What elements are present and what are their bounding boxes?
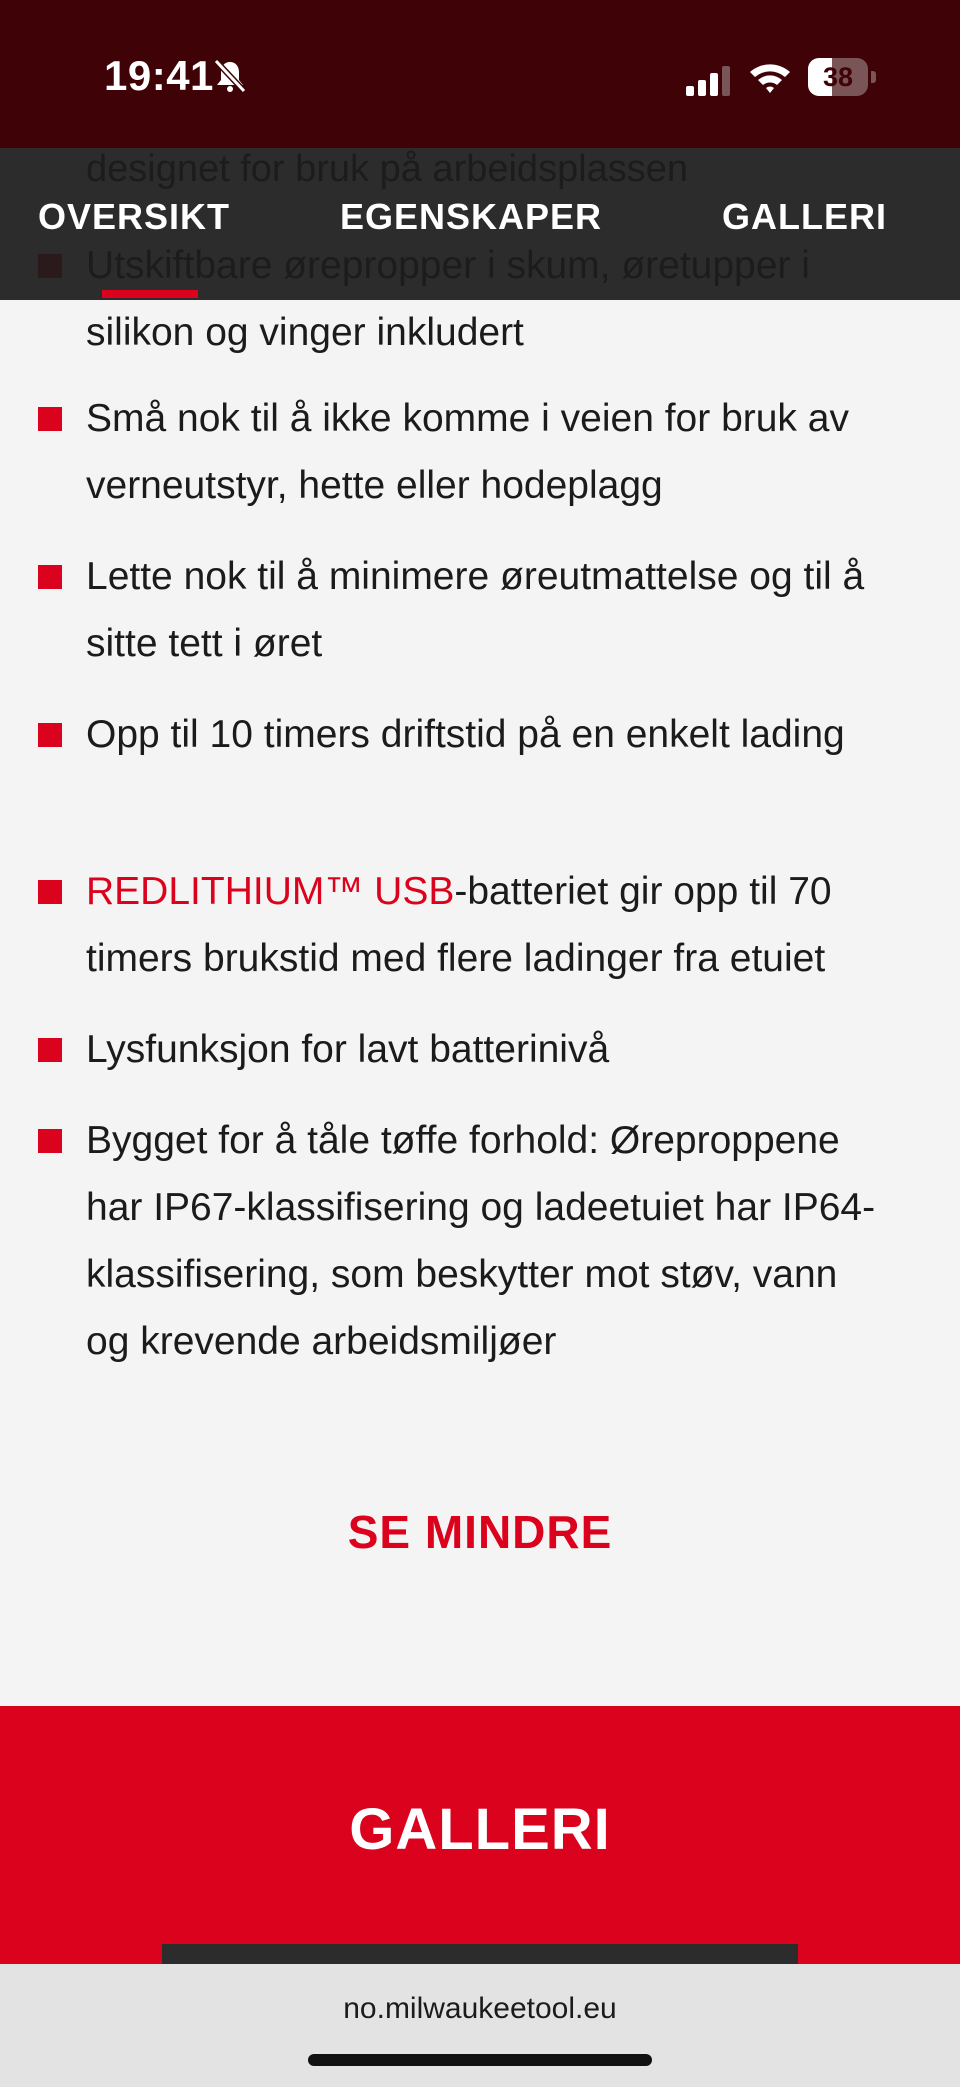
list-item-text: Bygget for å tåle tøffe forhold: Øreproppene har IP67-klassifisering og ladeetuiet har IP64-klassifisering, som beskytter mot støv, vann og krevende arbeidsmiljøer	[86, 1119, 876, 1363]
list-item-text: silikon og vinger inkludert	[86, 311, 524, 354]
bullet-marker	[38, 407, 62, 431]
bullet-marker	[38, 880, 62, 904]
browser-url-bar[interactable]	[0, 1964, 960, 2087]
list-item-text: Lette nok til å minimere øreutmattelse og til å sitte tett i øret	[86, 555, 865, 665]
url-text[interactable]: no.milwaukeetool.eu	[343, 1992, 617, 2025]
home-indicator[interactable]	[308, 2054, 652, 2066]
gallery-title: GALLERI	[349, 1797, 611, 1862]
battery-level: 38	[822, 62, 854, 92]
list-item-text-rest: -batteriet gir opp til 70 timers brukstid med flere ladinger fra etuiet	[86, 870, 832, 980]
see-less-button[interactable]: SE MINDRE	[347, 1506, 613, 1558]
battery-icon	[808, 58, 876, 96]
list-item-text: Opp til 10 timers driftstid på en enkelt lading	[86, 713, 845, 756]
list-item-text: Lysfunksjon for lavt batterinivå	[86, 1028, 610, 1071]
wifi-icon	[748, 60, 792, 96]
list-item-text: Små nok til å ikke komme i veien for bruk av verneutstyr, hette eller hodeplagg	[86, 397, 849, 507]
redlithium-usb-link[interactable]: REDLITHIUM™ USB	[86, 870, 455, 913]
tab-oversikt[interactable]: OVERSIKT	[38, 196, 231, 237]
gallery-section	[0, 1706, 960, 1964]
tab-galleri[interactable]: GALLERI	[722, 196, 887, 237]
bullet-marker	[38, 723, 62, 747]
status-time: 19:41	[104, 52, 214, 99]
bullet-marker	[38, 565, 62, 589]
status-bar	[0, 0, 960, 148]
active-tab-indicator	[102, 290, 198, 298]
section-tab-nav	[0, 148, 960, 300]
bell-muted-icon	[212, 58, 248, 94]
list-item-text	[86, 858, 926, 992]
bullet-marker	[38, 1129, 62, 1153]
signal-icon	[686, 66, 734, 96]
battery-cap	[871, 71, 876, 83]
gallery-image[interactable]	[162, 1944, 798, 1964]
tab-egenskaper[interactable]: EGENSKAPER	[340, 196, 603, 237]
bullet-marker	[38, 1038, 62, 1062]
